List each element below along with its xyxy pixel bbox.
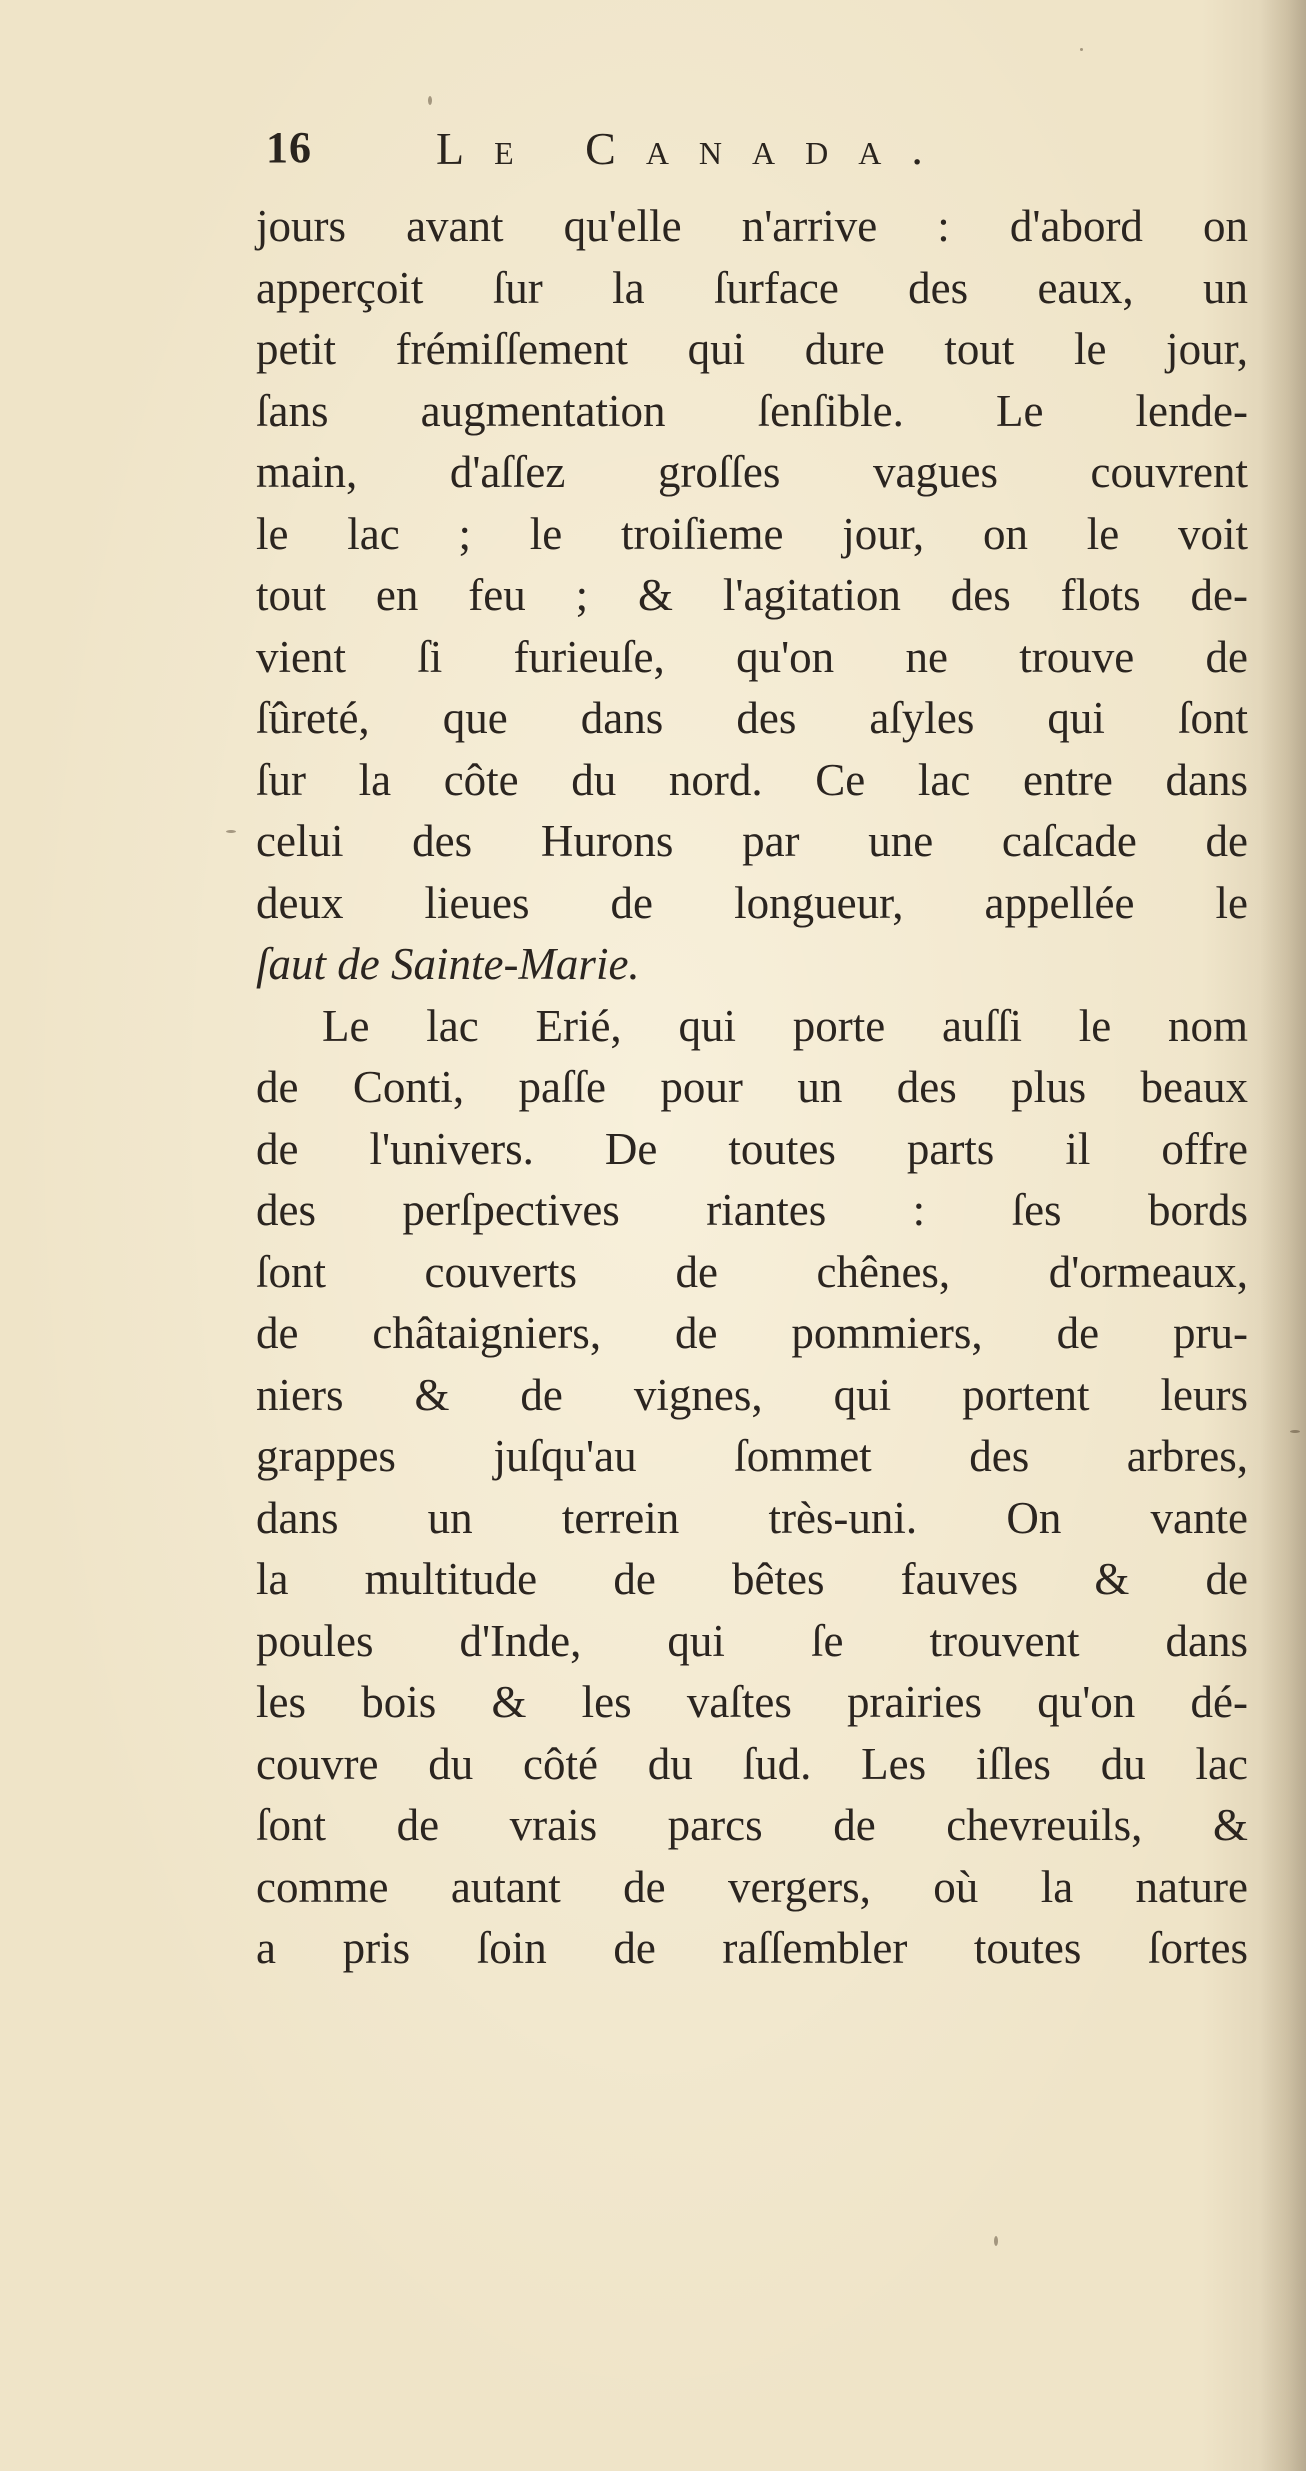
text-line: celui des Hurons par une caſcade de [256,816,1248,866]
text-line: de Conti, paſſe pour un des plus beaux [256,1062,1248,1112]
paragraph-2 [256,996,1248,1980]
text-line: apperçoit ſur la ſurface des eaux, un [256,262,1248,313]
page-edge-shadow [1260,0,1306,2471]
text-line: deux lieues de longueur, appellée le [256,877,1248,928]
text-line: jours avant qu'elle n'arrive : d'abord on [256,201,1248,251]
paper-speck [1080,48,1083,51]
text-line: les bois & les vaſtes prairies qu'on dé- [256,1677,1248,1727]
paragraph-1 [256,196,1248,996]
text-line: niers & de vignes, qui portent leurs [256,1369,1248,1420]
text-line: vient ſi furieuſe, qu'on ne trouve de [256,631,1248,682]
text-line: ſur la côte du nord. Ce lac entre dans [256,754,1248,805]
paper-speck [994,2236,998,2246]
paper-speck [1290,1430,1300,1433]
text-line: ſûreté, que dans des aſyles qui ſont [256,693,1248,743]
text-line: grappes juſqu'au ſommet des arbres, [256,1431,1248,1481]
text-line: de châtaigniers, de pommiers, de pru- [256,1308,1248,1358]
text-line: le lac ; le troiſieme jour, on le voit [256,508,1248,559]
text-line: Le lac Erié, qui porte auſſi le nom [322,1000,1248,1051]
text-line: dans un terrein très-uni. On vante [256,1492,1248,1543]
running-title: Le Canada. [436,123,953,174]
text-line: a pris ſoin de raſſembler toutes ſortes [256,1923,1248,1973]
text-line: petit frémiſſement qui dure tout le jour, [256,324,1248,374]
text-line: tout en feu ; & l'agitation des flots de- [256,570,1248,620]
text-line: comme autant de vergers, où la nature [256,1861,1248,1912]
text-line: des perſpectives riantes : ſes bords [256,1185,1248,1235]
running-head [258,118,1118,188]
text-line: main, d'aſſez groſſes vagues couvrent [256,447,1248,497]
text-line: ſont couverts de chênes, d'ormeaux, [256,1246,1248,1297]
text-line: ſont de vrais parcs de chevreuils, & [256,1800,1248,1850]
body-text [256,196,1248,1980]
text-line: ſans augmentation ſenſible. Le lende- [256,385,1248,436]
text-line: poules d'Inde, qui ſe trouvent dans [256,1615,1248,1666]
text-line: la multitude de bêtes fauves & de [256,1554,1248,1604]
text-line: de l'univers. De toutes parts il offre [256,1123,1248,1174]
page-number: 16 [266,123,312,172]
text-line: couvre du côté du ſud. Les iſles du lac [256,1738,1248,1789]
italic-place-name: ſaut de Sainte-Marie. [256,939,640,989]
paper-speck [226,830,236,833]
paper-speck [428,96,432,105]
